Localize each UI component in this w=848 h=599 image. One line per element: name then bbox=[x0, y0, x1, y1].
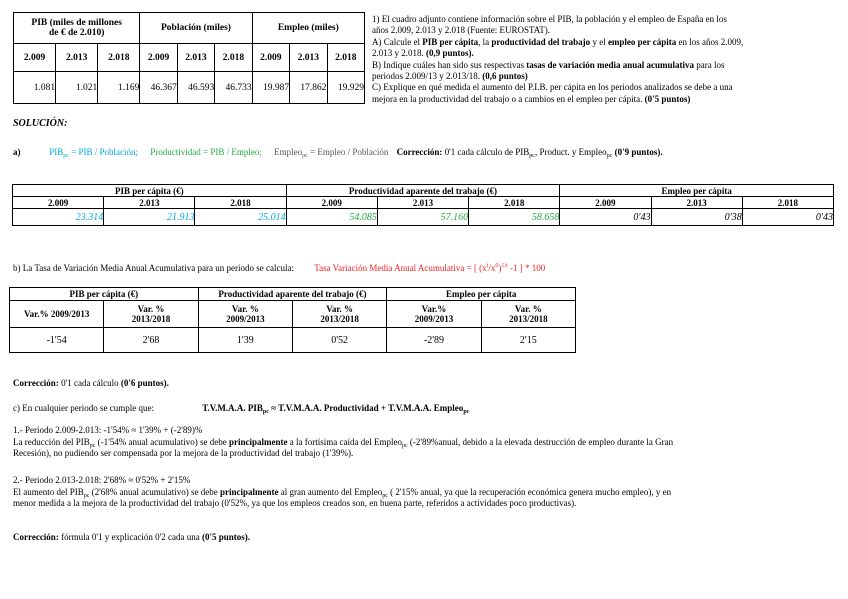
value-cell: 1'39 bbox=[198, 328, 292, 353]
value-cell: 46.593 bbox=[177, 72, 214, 104]
year-cell: 2.013 bbox=[651, 197, 742, 209]
value-cell: 57.160 bbox=[377, 209, 468, 226]
period2-text: El aumento del $PIB_{pc}$ (2'68% anual acumulativo) se debe principalmente al gran aumento del Empleo$_{pc}$ ( 2'15% anual, ya que la recuperación económica genera mucho empleo), y en bbox=[13, 486, 672, 499]
value-cell: 0'43 bbox=[560, 209, 651, 226]
year-cell: 2.009 bbox=[140, 44, 177, 72]
section-c-correction: Corrección: fórmula 0'1 y explicación 0'2 cada una (0'5 puntos). bbox=[13, 532, 251, 542]
value-cell: 21.913 bbox=[104, 209, 195, 226]
header-empleo: Empleo (miles) bbox=[252, 13, 364, 44]
value-cell: 17.862 bbox=[290, 72, 327, 104]
statement-line: 2.013 y 2.018. (0,9 puntos). bbox=[372, 48, 474, 59]
header-poblacion: Población (miles) bbox=[140, 13, 252, 44]
year-cell: 2.018 bbox=[98, 44, 140, 72]
value-cell: 1.081 bbox=[14, 72, 56, 104]
value-cell: 0'38 bbox=[651, 209, 742, 226]
period2-head: 2.- Periodo 2.013-2.018: 2'68% ≈ 0'52% + 2'15% bbox=[13, 475, 191, 485]
year-cell: 2.018 bbox=[469, 197, 560, 209]
year-cell: 2.018 bbox=[327, 44, 365, 72]
section-c-period1 bbox=[13, 425, 843, 460]
period1-text2: Recesión), no pudiendo ser compensada por la mejora de la productividad del trabajo (1'39%). bbox=[13, 448, 354, 458]
year-cell: 2.009 bbox=[13, 197, 104, 209]
subheader-cell: Var. % 2009/2013 bbox=[198, 301, 292, 328]
statement-line: mejora en la productividad del trabajo o a cambios en el empleo per cápita. (0'5 puntos) bbox=[372, 93, 691, 104]
year-cell: 2.018 bbox=[195, 197, 286, 209]
value-cell: 1.169 bbox=[98, 72, 140, 104]
value-cell: 19.929 bbox=[327, 72, 365, 104]
period2-text2: menor medida a la mejora de la productividad del trabajo (0'52%, ya que los empleos creados son, en buena parte, referidos a actividades poco productivas). bbox=[13, 498, 577, 508]
years-row bbox=[14, 44, 365, 72]
value-cell: 2'68 bbox=[104, 328, 198, 353]
value-cell: 2'15 bbox=[481, 328, 575, 353]
data-table bbox=[13, 12, 365, 104]
value-cell: 23.314 bbox=[13, 209, 104, 226]
section-b-correction: Corrección: 0'1 cada cálculo (0'6 puntos). bbox=[13, 378, 169, 388]
problem-statement bbox=[372, 14, 842, 105]
year-cell: 2.013 bbox=[177, 44, 214, 72]
subheader-cell: Var.% 2009/2013 bbox=[387, 301, 481, 328]
value-cell: 0'52 bbox=[292, 328, 386, 353]
year-cell: 2.013 bbox=[290, 44, 327, 72]
header-pib-pc: PIB per cápita (€) bbox=[10, 288, 199, 301]
year-cell: 2.018 bbox=[215, 44, 252, 72]
statement-line: 1) El cuadro adjunto contiene información sobre el PIB, la población y el empleo de España en los bbox=[372, 14, 727, 24]
variation-table bbox=[9, 287, 576, 353]
year-cell: 2.009 bbox=[286, 197, 377, 209]
value-cell: 0'43 bbox=[742, 209, 833, 226]
value-cell: 54.085 bbox=[286, 209, 377, 226]
value-cell: 25.014 bbox=[195, 209, 286, 226]
header-pib-pc: PIB per cápita (€) bbox=[13, 185, 287, 197]
year-cell: 2.018 bbox=[742, 197, 833, 209]
value-cell: -2'89 bbox=[387, 328, 481, 353]
solution-heading: SOLUCIÓN: bbox=[13, 118, 68, 129]
statement-line: A) Calcule el PIB per cápita, la productividad del trabajo y el empleo per cápita en los años 2.009, bbox=[372, 36, 744, 47]
header-pib-line1: PIB (miles de millones bbox=[31, 18, 122, 28]
header-empleo-pc: Empleo per cápita bbox=[387, 288, 576, 301]
header-productividad: Productividad aparente del trabajo (€) bbox=[198, 288, 387, 301]
header-pib bbox=[14, 13, 140, 44]
year-cell: 2.009 bbox=[560, 197, 651, 209]
value-cell: 19.987 bbox=[252, 72, 289, 104]
statement-line: C) Explique en qué medida el aumento del P.I.B. per cápita en los periodos analizados se debe a una bbox=[372, 82, 733, 93]
subheader-cell: Var. % 2013/2018 bbox=[481, 301, 575, 328]
value-cell: 1.021 bbox=[56, 72, 98, 104]
value-cell: -1'54 bbox=[10, 328, 104, 353]
period1-head: 1.- Periodo 2.009-2.013: -1'54% ≈ 1'39% + (-2'89)% bbox=[13, 425, 203, 435]
values-row bbox=[14, 72, 365, 104]
statement-line: B) Indique cuáles han sido sus respectivas tasas de variación media anual acumulativa para los bbox=[372, 59, 725, 70]
results-table bbox=[12, 184, 834, 226]
header-pib-line2: de € de 2.010) bbox=[48, 28, 105, 38]
subheader-cell: Var.% 2009/2013 bbox=[10, 301, 104, 328]
subheader-cell: Var. % 2013/2018 bbox=[292, 301, 386, 328]
header-empleo-pc: Empleo per cápita bbox=[560, 185, 834, 197]
section-c-intro: c) En cualquier periodo se cumple que: T.V.M.A.A. $PIB_{pc} \approx T.V.M.A.A$. Productividad + T.V.M.A.A. Empleo$_{pc}$ bbox=[13, 403, 470, 415]
year-cell: 2.009 bbox=[14, 44, 56, 72]
period1-text: La reducción del $PIB_{pc}$ (-1'54% anual acumulativo) se debe principalmente a la fortísima caída del Empleo$_{pc}$ (-2'89%anual, debido a la elevada destrucción de empleo durante la Gran bbox=[13, 436, 674, 449]
subheader-cell: Var. % 2013/2018 bbox=[104, 301, 198, 328]
year-cell: 2.013 bbox=[56, 44, 98, 72]
year-cell: 2.013 bbox=[104, 197, 195, 209]
year-cell: 2.013 bbox=[377, 197, 468, 209]
section-a-formulas: a) $PIB_{pc}$ = PIB / Población; Productividad = PIB / Empleo; Empleo$_{pc}$ = Empleo / Población Corrección: 0'1 cada cálculo de $PIB_{pc}$, Product. y Empleo$_{pc}$ (0'9 puntos). bbox=[13, 147, 663, 159]
statement-line: periodos 2.009/13 y 2.013/18. (0,6 puntos) bbox=[372, 71, 528, 82]
value-cell: 46.367 bbox=[140, 72, 177, 104]
section-b-intro: b) La Tasa de Variación Media Anual Acumulativa para un periodo se calcula: Tasa Variación Media Anual Acumulativa = [ $(x^t/x^0)^{1/t}$ -1 ] * 100 bbox=[13, 263, 546, 273]
header-productividad: Productividad aparente del trabajo (€) bbox=[286, 185, 560, 197]
value-cell: 58.658 bbox=[469, 209, 560, 226]
section-c-period2 bbox=[13, 475, 843, 510]
statement-line: años 2.009, 2.013 y 2.018 (Fuente: EUROSTAT). bbox=[372, 25, 551, 36]
value-cell: 46.733 bbox=[215, 72, 252, 104]
year-cell: 2.009 bbox=[252, 44, 289, 72]
